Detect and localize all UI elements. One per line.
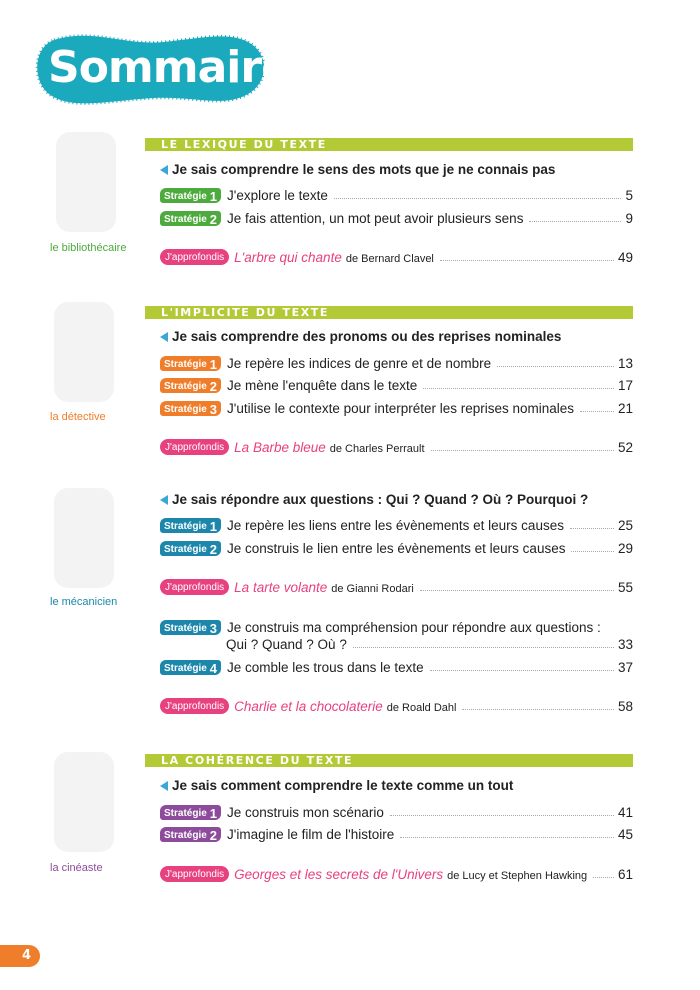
librarian-illustration bbox=[56, 132, 116, 232]
character-librarian bbox=[48, 132, 124, 232]
toc-entry[interactable]: Stratégie 3 J'utilise le contexte pour interpréter les reprises nominales 21 bbox=[160, 398, 633, 416]
section-header: L'IMPLICITE DU TEXTE bbox=[145, 306, 633, 319]
toc-entry[interactable]: Stratégie 1 Je repère les liens entre les évènements et leurs causes 25 bbox=[160, 515, 633, 533]
page-ref: 21 bbox=[617, 401, 633, 416]
strategy-badge: Stratégie 1 bbox=[160, 518, 221, 533]
strategy-badge: Stratégie 1 bbox=[160, 356, 221, 371]
toc-entry-approfondis[interactable]: J'approfondis La tarte volante de Gianni Rodari 55 bbox=[160, 577, 633, 595]
page-ref: 9 bbox=[625, 211, 633, 226]
strategy-badge: Stratégie 1 bbox=[160, 805, 221, 820]
page-ref: 45 bbox=[617, 827, 633, 842]
page-ref: 41 bbox=[617, 805, 633, 820]
toc-entry[interactable]: Stratégie 2 Je construis le lien entre les évènements et leurs causes 29 bbox=[160, 538, 633, 556]
strategy-badge: Stratégie 1 bbox=[160, 188, 221, 203]
triangle-icon bbox=[160, 165, 168, 175]
character-detective bbox=[46, 302, 122, 402]
character-filmmaker bbox=[46, 752, 122, 852]
detective-illustration bbox=[54, 302, 114, 402]
approfondis-badge: J'approfondis bbox=[160, 866, 229, 882]
toc-entry-approfondis[interactable]: J'approfondis L'arbre qui chante de Bernard Clavel 49 bbox=[160, 247, 633, 265]
mechanic-illustration bbox=[54, 488, 114, 588]
triangle-icon bbox=[160, 495, 168, 505]
toc-entry[interactable]: Stratégie 2 Je fais attention, un mot peut avoir plusieurs sens 9 bbox=[160, 208, 633, 226]
strategy-badge: Stratégie 2 bbox=[160, 827, 221, 842]
page-number: 4 bbox=[0, 945, 40, 967]
section-heading: Je sais comprendre le sens des mots que je ne connais pas bbox=[160, 162, 555, 177]
character-label: la cinéaste bbox=[50, 862, 103, 874]
strategy-badge: Stratégie 2 bbox=[160, 378, 221, 393]
toc-entry[interactable]: Stratégie 4 Je comble les trous dans le texte 37 bbox=[160, 657, 633, 675]
page-ref: 58 bbox=[617, 699, 633, 714]
page-ref: 55 bbox=[617, 580, 633, 595]
page-ref: 49 bbox=[617, 250, 633, 265]
section-header: LA COHÉRENCE DU TEXTE bbox=[145, 754, 633, 767]
strategy-badge: Stratégie 2 bbox=[160, 541, 221, 556]
character-label: le bibliothécaire bbox=[50, 242, 127, 254]
approfondis-badge: J'approfondis bbox=[160, 249, 229, 265]
toc-entry[interactable]: Stratégie 1 J'explore le texte 5 bbox=[160, 185, 633, 203]
strategy-badge: Stratégie 3 bbox=[160, 620, 221, 635]
section-heading: Je sais comprendre des pronoms ou des reprises nominales bbox=[160, 329, 561, 344]
approfondis-badge: J'approfondis bbox=[160, 439, 229, 455]
strategy-badge: Stratégie 4 bbox=[160, 660, 221, 675]
toc-entry[interactable]: Stratégie 2 Je mène l'enquête dans le texte 17 bbox=[160, 375, 633, 393]
page-ref: 5 bbox=[625, 188, 633, 203]
section-heading: Je sais comment comprendre le texte comme un tout bbox=[160, 778, 513, 793]
character-mechanic bbox=[46, 488, 122, 588]
filmmaker-illustration bbox=[54, 752, 114, 852]
page-ref: 33 bbox=[617, 637, 633, 652]
toc-entry-approfondis[interactable]: J'approfondis La Barbe bleue de Charles Perrault 52 bbox=[160, 437, 633, 455]
triangle-icon bbox=[160, 781, 168, 791]
character-label: la détective bbox=[50, 411, 106, 423]
toc-entry[interactable]: Stratégie 1 Je repère les indices de genre et de nombre 13 bbox=[160, 353, 633, 371]
toc-entry[interactable]: Stratégie 1 Je construis mon scénario 41 bbox=[160, 802, 633, 820]
character-label: le mécanicien bbox=[50, 596, 118, 608]
page-ref: 17 bbox=[617, 378, 633, 393]
toc-entry[interactable]: Stratégie 3 Je construis ma compréhension pour répondre aux questions : bbox=[160, 617, 633, 635]
triangle-icon bbox=[160, 332, 168, 342]
page-ref: 13 bbox=[617, 356, 633, 371]
approfondis-badge: J'approfondis bbox=[160, 698, 229, 714]
page-title: Sommaire bbox=[48, 42, 290, 93]
approfondis-badge: J'approfondis bbox=[160, 579, 229, 595]
strategy-badge: Stratégie 2 bbox=[160, 211, 221, 226]
section-header: LE LEXIQUE DU TEXTE bbox=[145, 138, 633, 151]
page-ref: 37 bbox=[617, 660, 633, 675]
section-heading: Je sais répondre aux questions : Qui ? Quand ? Où ? Pourquoi ? bbox=[160, 492, 588, 507]
page-ref: 25 bbox=[617, 518, 633, 533]
toc-entry-approfondis[interactable]: J'approfondis Georges et les secrets de l'Univers de Lucy et Stephen Hawking 61 bbox=[160, 864, 633, 882]
page-ref: 52 bbox=[617, 440, 633, 455]
toc-entry-approfondis[interactable]: J'approfondis Charlie et la chocolaterie de Roald Dahl 58 bbox=[160, 696, 633, 714]
page-ref: 61 bbox=[617, 867, 633, 882]
toc-entry[interactable]: Stratégie 2 J'imagine le film de l'histoire 45 bbox=[160, 824, 633, 842]
strategy-badge: Stratégie 3 bbox=[160, 401, 221, 416]
page-ref: 29 bbox=[617, 541, 633, 556]
toc-entry-continued[interactable]: Qui ? Quand ? Où ? 33 bbox=[226, 637, 633, 652]
